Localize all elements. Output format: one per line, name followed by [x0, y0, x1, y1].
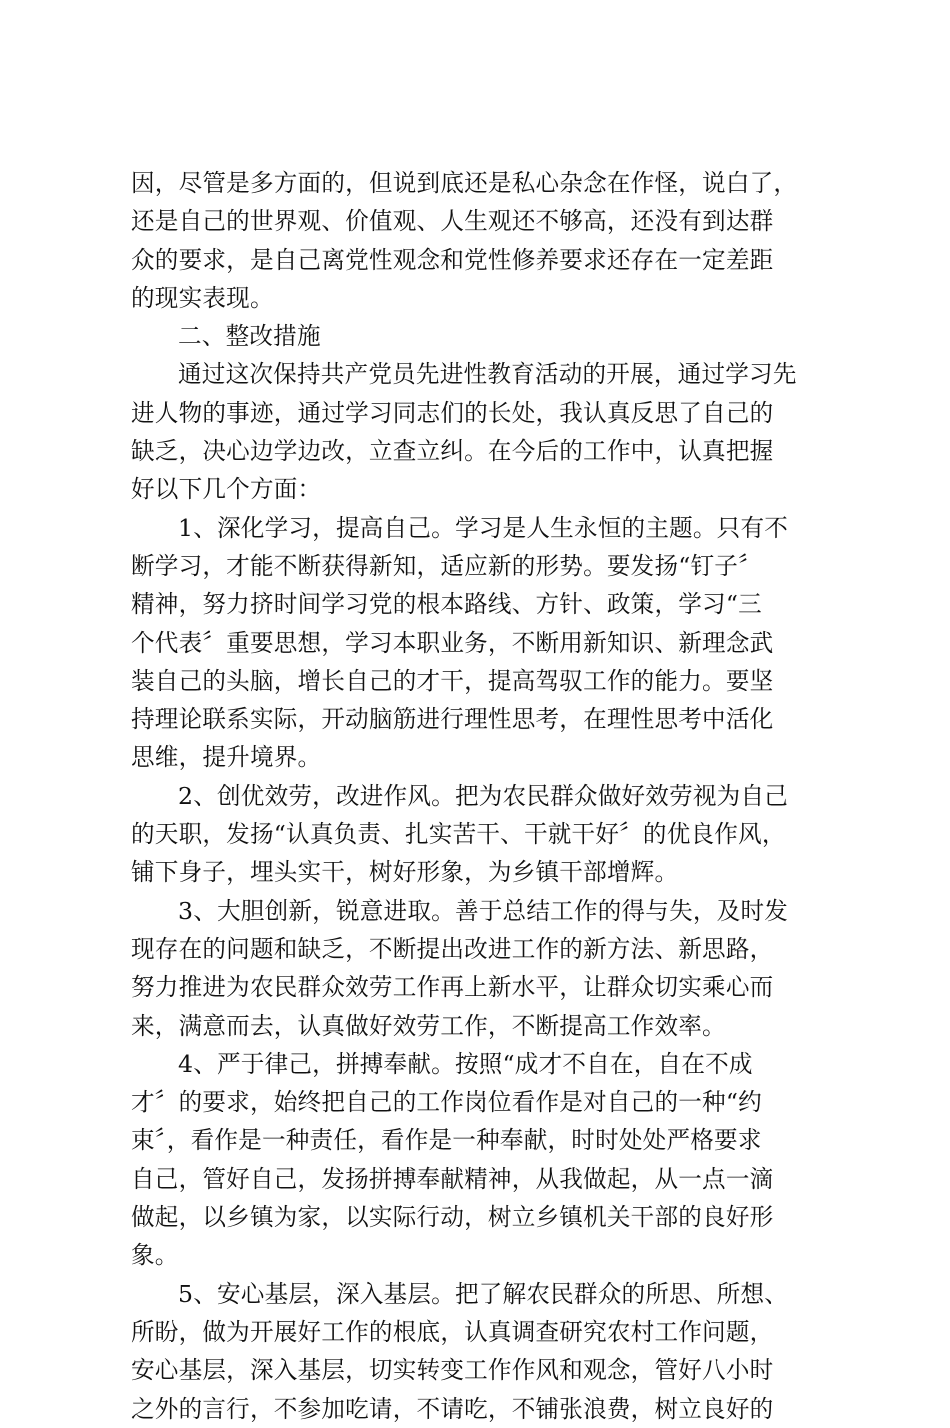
text-line: 因，尽管是多方面的，但说到底还是私心杂念在作怪，说白了， — [131, 169, 798, 197]
text-line: 缺乏，决心边学边改，立查立纠。在今后的工作中，认真把握 — [131, 437, 774, 466]
list-item-5-first-line: 5、安心基层，深入基层。把了解农民群众的所思、所想、 — [178, 1279, 789, 1308]
text-line: 努力推进为农民群众效劳工作再上新水平，让群众切实乘心而 — [131, 973, 774, 1002]
list-item-4-first-line: 4、严于律己，拼搏奉献。按照“成才不自在，自在不成 — [178, 1049, 753, 1078]
text-line: 思维，提升境界。 — [131, 743, 322, 772]
text-line: 的天职，发扬“认真负责、扎实苦干、干就干好〞的优良作风， — [131, 820, 786, 849]
text-line: 象。 — [131, 1241, 179, 1270]
text-line: 所盼，做为开展好工作的根底，认真调查研究农村工作问题， — [131, 1317, 774, 1346]
text-line: 才〞的要求，始终把自己的工作岗位看作是对自己的一种“约 — [131, 1088, 762, 1117]
text-line: 断学习，才能不断获得新知，适应新的形势。要发扬“钉子〞 — [131, 551, 762, 580]
text-line: 众的要求，是自己离党性观念和党性修养要求还存在一定差距 — [131, 245, 774, 274]
text-line: 装自己的头脑，增长自己的才干，提高驾驭工作的能力。要坚 — [131, 666, 774, 695]
paragraph-first-line: 通过这次保持共产党员先进性教育活动的开展，通过学习先 — [178, 360, 797, 389]
text-line: 个代表〞重要思想，学习本职业务，不断用新知识、新理念武 — [131, 628, 774, 657]
list-item-2-first-line: 2、创优效劳，改进作风。把为农民群众做好效劳视为自己 — [178, 781, 789, 810]
text-line: 进人物的事迹，通过学习同志们的长处，我认真反思了自己的 — [131, 398, 774, 427]
text-line: 的现实表现。 — [131, 283, 274, 312]
text-line: 束〞，看作是一种责任，看作是一种奉献，时时处处严格要求 — [131, 1126, 762, 1155]
text-line: 来，满意而去，认真做好效劳工作，不断提高工作效率。 — [131, 1011, 726, 1040]
text-line: 还是自己的世界观、价值观、人生观还不够高，还没有到达群 — [131, 207, 774, 236]
text-line: 安心基层，深入基层，切实转变工作作风和观念，管好八小时 — [131, 1356, 774, 1385]
text-line: 做起，以乡镇为家，以实际行动，树立乡镇机关干部的良好形 — [131, 1203, 774, 1232]
text-line: 好以下几个方面： — [131, 475, 322, 504]
text-line: 现存在的问题和缺乏，不断提出改进工作的新方法、新思路， — [131, 934, 774, 963]
text-line: 铺下身子，埋头实干，树好形象，为乡镇干部增辉。 — [131, 858, 679, 887]
list-item-1-first-line: 1、深化学习，提高自己。学习是人生永恒的主题。只有不 — [178, 513, 789, 542]
list-item-3-first-line: 3、大胆创新，锐意进取。善于总结工作的得与失，及时发 — [178, 896, 789, 925]
text-line: 精神，努力挤时间学习党的根本路线、方针、政策，学习“三 — [131, 590, 762, 619]
document-body — [131, 164, 831, 1428]
text-line: 持理论联系实际，开动脑筋进行理性思考，在理性思考中活化 — [131, 705, 774, 734]
text-line: 自己，管好自己，发扬拼搏奉献精神，从我做起，从一点一滴 — [131, 1164, 774, 1193]
section-heading: 二、整改措施 — [178, 322, 321, 351]
text-line: 之外的言行，不参加吃请，不请吃，不铺张浪费，树立良好的 — [131, 1394, 774, 1423]
